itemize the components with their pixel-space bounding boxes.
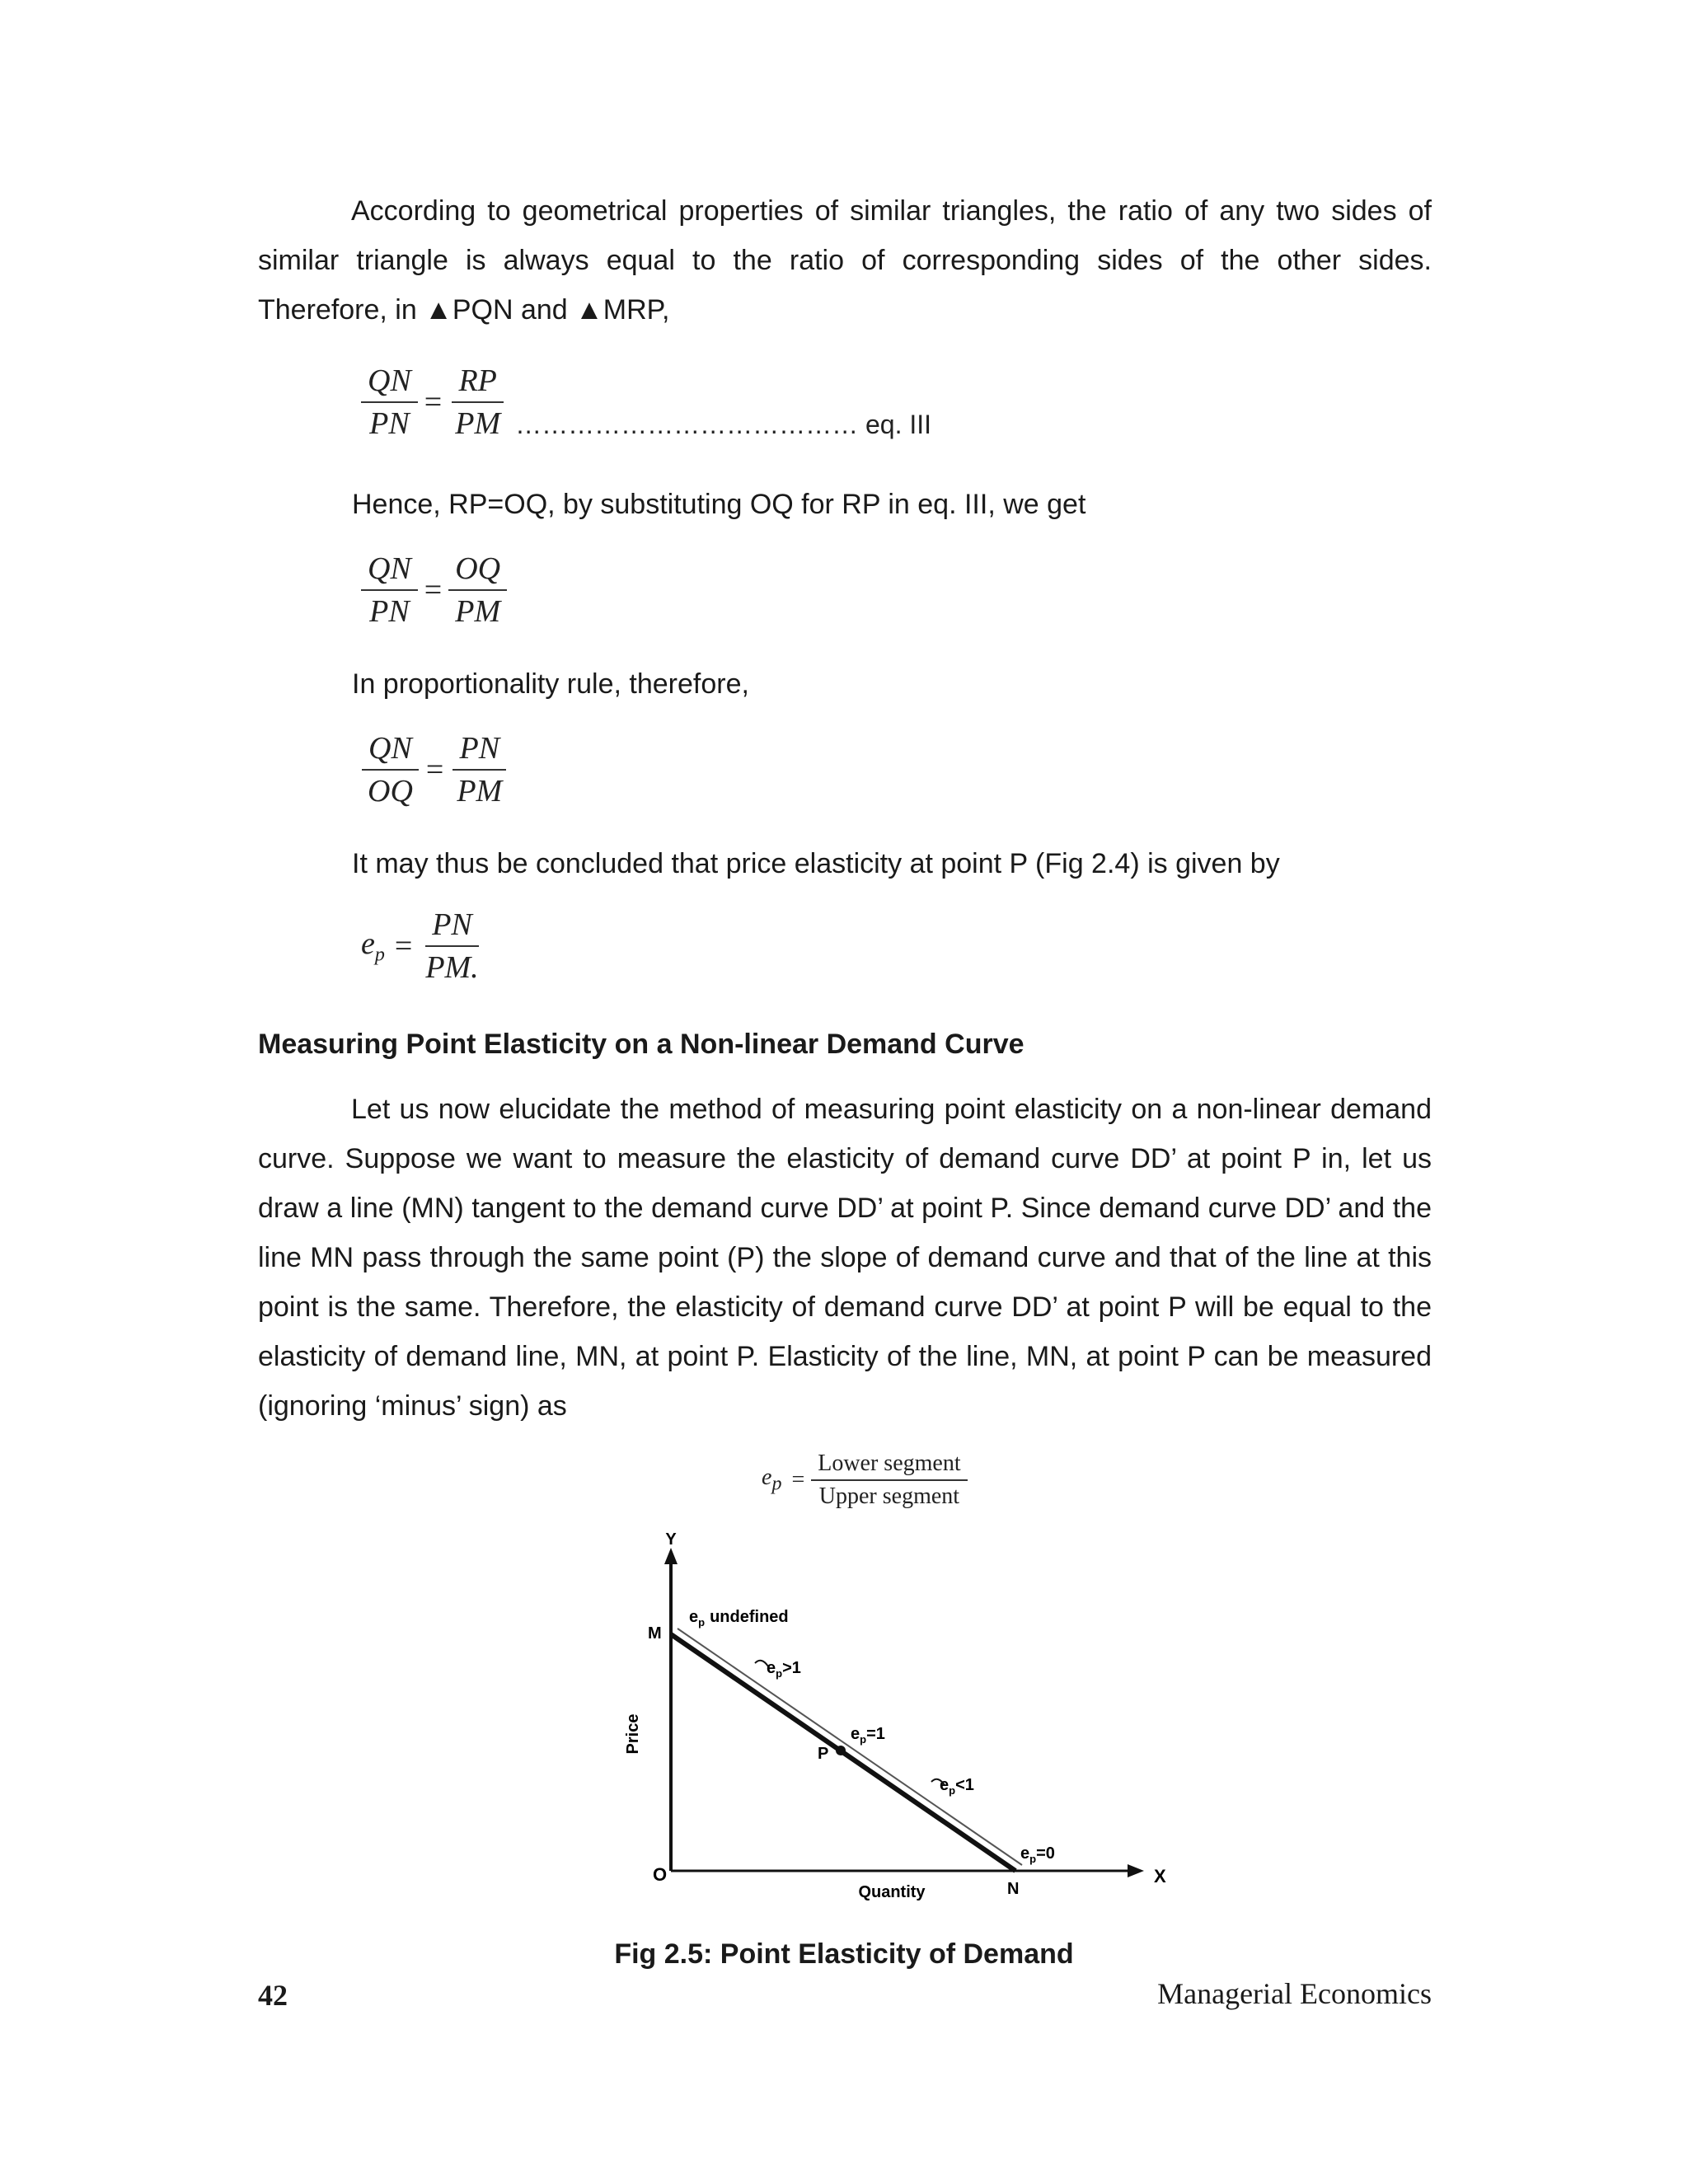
page-number: 42 <box>258 1979 288 2012</box>
book-title: Managerial Economics <box>1157 1977 1432 2010</box>
y-axis-arrow <box>664 1548 678 1564</box>
label-ep-eq1: $e_p=1$ <box>851 1725 885 1746</box>
equation-segment-ratio: $e_p$ = Lower segment Upper segment <box>762 1451 968 1510</box>
label-ep-gt1: $e_p>1$ <box>767 1659 801 1680</box>
point-p-label: P <box>818 1745 829 1763</box>
equation-substituted: $\frac{QN}{PN}$ = $\frac{OQ}{PM}$ <box>361 551 507 630</box>
section-heading: Measuring Point Elasticity on a Non-linear Demand Curve <box>258 1029 1025 1060</box>
paragraph-conclusion: It may thus be concluded that price elasticity at point P (Fig 2.4) is given by <box>352 848 1280 879</box>
figure-caption: Fig 2.5: Point Elasticity of Demand <box>614 1938 1074 1970</box>
point-elasticity-figure <box>602 1530 1179 1904</box>
paragraph-hence: Hence, RP=OQ, by substituting OQ for RP in eq. III, we get <box>352 489 1086 520</box>
axis-y-label: Y <box>665 1530 677 1549</box>
label-ep-lt1: $e_p<1$ <box>940 1776 974 1797</box>
label-ep-eq0: $e_p=0$ <box>1020 1844 1055 1865</box>
quantity-label: Quantity <box>858 1883 926 1901</box>
x-axis-arrow <box>1128 1864 1144 1877</box>
demand-line-mn-shadow <box>678 1629 1022 1865</box>
equation-point-elasticity: $e_p$ = $\frac{PN}{PM.}$ <box>361 907 479 985</box>
paragraph-proportionality: In proportionality rule, therefore, <box>352 668 749 700</box>
point-m-label: M <box>648 1624 662 1643</box>
paragraph-nonlinear: Let us now elucidate the method of measuring point elasticity on a non-linear demand curve. Suppose we want to measure the elasticity of demand curve DD’ at point P in, let us draw a line (MN) tangent to the demand curve DD’ at point P. Since demand curve DD’ and the line MN pass through the same point (P) the slope of demand curve and that of the line at this point is the same. Therefore, the elasticity of demand curve DD’ at point P will be equal to the elasticity of demand line, MN, at point P. Elasticity of the line, MN, at point P can be measured (ignoring ‘minus’ sign) as <box>258 1094 1432 1422</box>
equation-proportionality: $\frac{QN}{OQ}$ = $\frac{PN}{PM}$ <box>361 730 509 809</box>
equation-label: ………………………………… eq. III <box>515 410 932 439</box>
price-label: Price <box>624 1713 642 1755</box>
paragraph-similar-triangles: According to geometrical properties of similar triangles, the ratio of any two sides of similar triangle is always equal to the ratio of corresponding sides of the other sides. Therefore, in ▲PQN and ▲MRP, <box>258 195 1432 326</box>
origin-label: O <box>653 1864 668 1885</box>
point-p-marker <box>836 1746 846 1755</box>
equation-eq3: $\frac{QN}{PN}$ = $\frac{RP}{PM}$ ………………………………… eq. III <box>361 363 931 442</box>
label-ep-undefined: $e_p$ undefined <box>689 1608 789 1629</box>
axis-x-label: X <box>1154 1866 1166 1886</box>
point-n-label: N <box>1007 1880 1020 1898</box>
